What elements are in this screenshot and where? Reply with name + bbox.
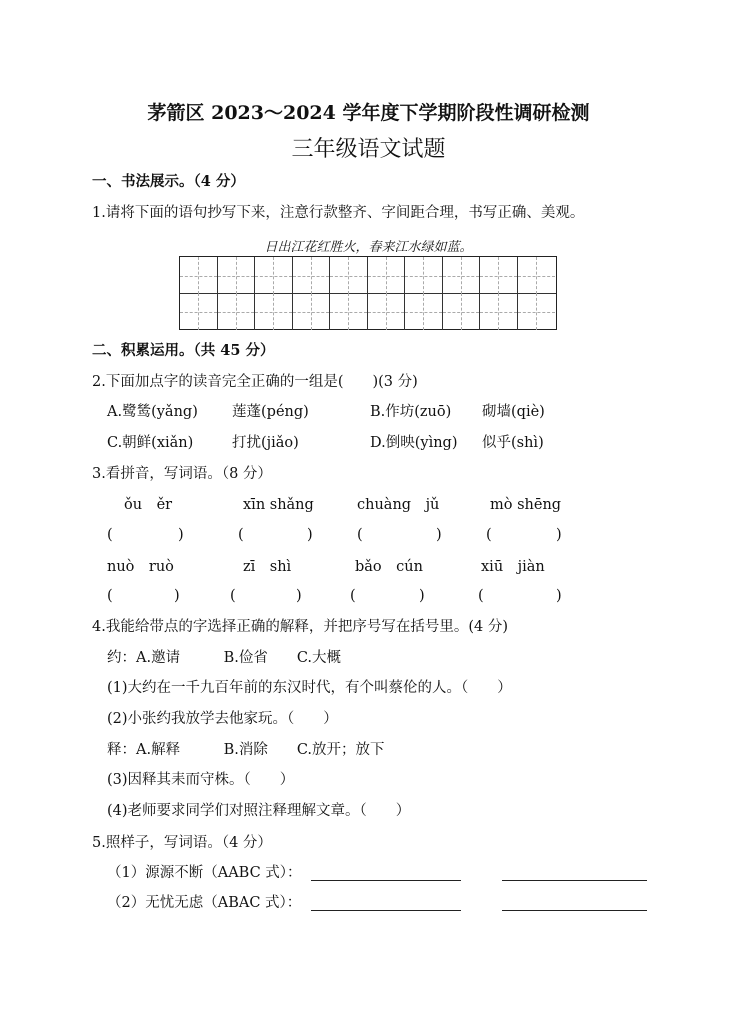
answer-paren-close: ) <box>419 588 425 604</box>
grid-guide-horizontal <box>218 276 255 277</box>
answer-paren-close: ) <box>178 527 184 543</box>
grid-cell[interactable] <box>255 257 293 294</box>
writing-grid[interactable] <box>179 256 557 330</box>
pinyin-1: ǒu ěr <box>124 497 173 513</box>
option-a-word1: A.鹭鸶(yǎng) <box>107 404 198 420</box>
option-c-word2: 打扰(jiǎo) <box>232 435 299 451</box>
exam-header-title: 茅箭区 2023～2024 学年度下学期阶段性调研检测 <box>147 102 590 124</box>
pinyin-4: mò shēng <box>490 497 562 513</box>
option-d-word2: 似乎(shì) <box>482 435 544 451</box>
pinyin-2: xīn shǎng <box>243 497 314 513</box>
grid-cell[interactable] <box>443 257 481 294</box>
grid-guide-horizontal <box>480 276 517 277</box>
pinyin-6: zī shì <box>243 559 292 575</box>
grid-cell[interactable] <box>518 257 556 294</box>
option-d-word1: D.倒映(yìng) <box>370 435 458 451</box>
answer-paren-close: ) <box>556 527 562 543</box>
grid-cell[interactable] <box>218 293 256 330</box>
grid-cell[interactable] <box>368 293 406 330</box>
pinyin-3: chuàng jǔ <box>357 497 440 513</box>
grid-cell[interactable] <box>180 293 218 330</box>
grid-cell[interactable] <box>518 293 556 330</box>
question-4-stem: 4.我能给带点的字选择正确的解释，并把序号写在括号里。(4 分) <box>92 619 508 635</box>
sentence-4[interactable]: (4)老师要求同学们对照注释理解文章。（ ） <box>107 803 411 819</box>
grid-cell[interactable] <box>180 257 218 294</box>
grid-cell[interactable] <box>480 293 518 330</box>
answer-paren-open[interactable]: ( <box>478 588 484 604</box>
grid-guide-horizontal <box>293 276 330 277</box>
grid-cell[interactable] <box>368 257 406 294</box>
grid-guide-horizontal <box>180 276 217 277</box>
grid-guide-horizontal <box>443 276 480 277</box>
answer-paren-open[interactable]: ( <box>107 527 113 543</box>
grid-guide-horizontal <box>405 276 442 277</box>
grid-cell[interactable] <box>480 257 518 294</box>
grid-cell[interactable] <box>293 257 331 294</box>
grid-guide-horizontal <box>443 312 480 313</box>
grid-cell[interactable] <box>293 293 331 330</box>
option-b-word1: B.作坊(zuō) <box>370 404 452 420</box>
section-1-heading: 一、书法展示。（4 分） <box>92 173 245 190</box>
grid-cell[interactable] <box>330 257 368 294</box>
grid-guide-horizontal <box>293 312 330 313</box>
sentence-1[interactable]: (1)大约在一千九百年前的东汉时代，有个叫蔡伦的人。（ ） <box>107 680 512 696</box>
pinyin-5: nuò ruò <box>107 559 174 575</box>
poem-line: 日出江花红胜火，春来江水绿如蓝。 <box>264 240 473 255</box>
answer-paren-close: ) <box>436 527 442 543</box>
answer-paren-close: ) <box>307 527 313 543</box>
answer-blank[interactable] <box>311 880 461 881</box>
grid-guide-horizontal <box>368 276 405 277</box>
answer-paren-close: ) <box>296 588 302 604</box>
pinyin-7: bǎo cún <box>355 559 423 575</box>
answer-blank[interactable] <box>502 910 647 911</box>
grid-cell[interactable] <box>405 257 443 294</box>
answer-paren-close: ) <box>556 588 562 604</box>
grid-guide-horizontal <box>368 312 405 313</box>
grid-guide-horizontal <box>330 276 367 277</box>
question-3-stem: 3.看拼音，写词语。（8 分） <box>92 466 272 482</box>
grid-guide-horizontal <box>180 312 217 313</box>
definition-yue: 约：A.邀请 B.俭省 C.大概 <box>107 650 342 666</box>
answer-paren-close: ) <box>174 588 180 604</box>
grid-cell[interactable] <box>405 293 443 330</box>
definition-shi: 释：A.解释 B.消除 C.放开；放下 <box>107 742 385 758</box>
answer-paren-open[interactable]: ( <box>486 527 492 543</box>
grid-guide-horizontal <box>218 312 255 313</box>
grid-guide-horizontal <box>255 312 292 313</box>
pinyin-8: xiū jiàn <box>481 559 545 575</box>
question-1-stem: 1.请将下面的语句抄写下来，注意行款整齐、字间距合理，书写正确、美观。 <box>92 205 585 221</box>
answer-paren-open[interactable]: ( <box>107 588 113 604</box>
option-a-word2: 莲蓬(péng) <box>232 404 309 420</box>
grid-cell[interactable] <box>330 293 368 330</box>
grid-cell[interactable] <box>218 257 256 294</box>
grid-guide-horizontal <box>330 312 367 313</box>
pattern-line-2: （2）无忧无虑（ABAC 式）： <box>107 895 302 911</box>
exam-subtitle: 三年级语文试题 <box>291 137 446 162</box>
option-c-word1: C.朝鲜(xiǎn) <box>107 435 194 451</box>
sentence-2[interactable]: (2)小张约我放学去他家玩。（ ） <box>107 711 338 727</box>
sentence-3[interactable]: (3)因释其耒而守株。（ ） <box>107 772 295 788</box>
grid-guide-horizontal <box>480 312 517 313</box>
question-5-stem: 5.照样子，写词语。（4 分） <box>92 835 272 851</box>
grid-cell[interactable] <box>255 293 293 330</box>
grid-guide-horizontal <box>518 276 556 277</box>
answer-paren-open[interactable]: ( <box>230 588 236 604</box>
answer-paren-open[interactable]: ( <box>350 588 356 604</box>
grid-guide-horizontal <box>405 312 442 313</box>
answer-blank[interactable] <box>311 910 461 911</box>
grid-guide-horizontal <box>518 312 556 313</box>
answer-paren-open[interactable]: ( <box>357 527 363 543</box>
grid-guide-horizontal <box>255 276 292 277</box>
answer-blank[interactable] <box>502 880 647 881</box>
option-b-word2: 砌墙(qiè) <box>482 404 545 420</box>
grid-cell[interactable] <box>443 293 481 330</box>
answer-paren-open[interactable]: ( <box>238 527 244 543</box>
pattern-line-1: （1）源源不断（AABC 式）： <box>107 865 302 881</box>
section-2-heading: 二、积累运用。（共 45 分） <box>92 342 275 359</box>
question-2-stem: 2.下面加点字的读音完全正确的一组是( )(3 分) <box>92 374 418 390</box>
